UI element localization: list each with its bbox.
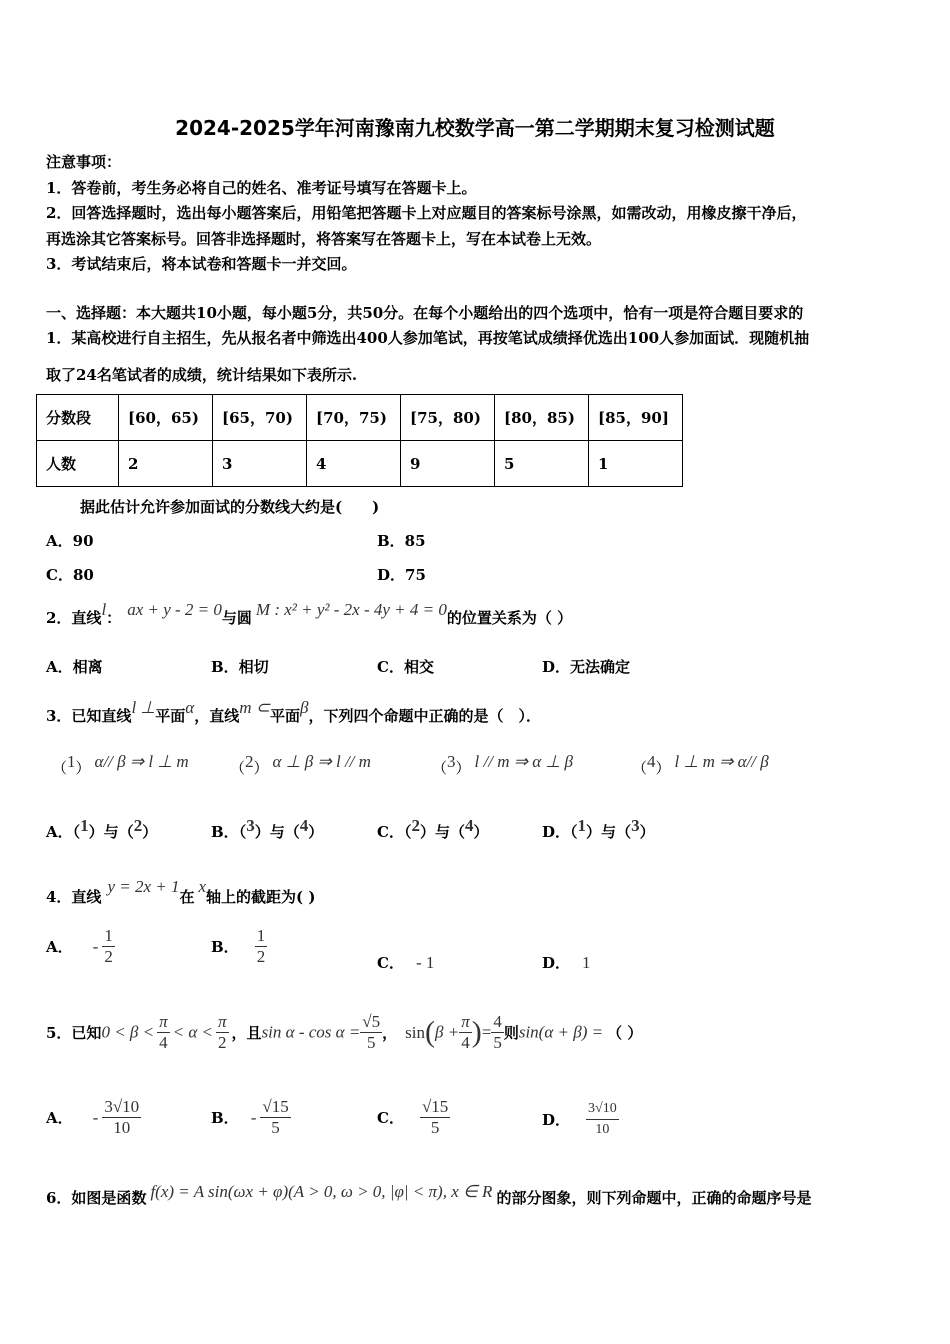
q2-line-name: l <box>101 600 107 619</box>
q1-text-line1: 1．某高校进行自主招生，先从报名者中筛选出400人参加笔试，再按笔试成绩择优选出100人参加面试．现随机抽 <box>46 329 810 347</box>
q6-text: 6．如图是函数 <box>46 1189 147 1207</box>
notice-item: 1．答卷前，考生务必将自己的姓名、准考证号填写在答题卡上。 <box>46 179 477 197</box>
q4-math: x <box>198 877 207 896</box>
q3-text: 平面 <box>155 707 186 725</box>
q3-math: β <box>300 698 309 717</box>
table-cell: 2 <box>119 441 213 487</box>
q2-option-b: B．相切 <box>211 658 269 676</box>
q5-option-a: A． - $\frac{3√10}{10}$ <box>46 1097 140 1137</box>
score-table <box>36 394 683 487</box>
q5-option-c: C． $\frac{√15}{5}$ <box>377 1097 449 1137</box>
q6-text: 的部分图象，则下列命题中，正确的命题序号是 <box>496 1189 812 1207</box>
table-cell: 人数 <box>37 441 119 487</box>
notice-item: 再选涂其它答案标号。回答非选择题时，将答案写在答题卡上，写在本试卷上无效。 <box>46 230 602 248</box>
table-cell: 3 <box>213 441 307 487</box>
q3-text: 3．已知直线 <box>46 707 132 725</box>
notice-item: 2．回答选择题时，选出每小题答案后，用铅笔把答题卡上对应题目的答案标号涂黑，如需改动，用橡皮擦干净后， <box>46 204 807 222</box>
q3-prop-expr: l // m ⇒ α ⊥ β <box>474 752 573 771</box>
q3-math: α <box>185 698 195 717</box>
page-title: 2024-2025学年河南豫南九校数学高一第二学期期末复习检测试题 <box>175 116 775 140</box>
q3-prop-num: 4 <box>647 752 656 771</box>
q3-option-b: B．（3）与（4） <box>211 816 324 841</box>
section-heading: 一、选择题：本大题共10小题，每小题5分，共50分。在每个小题给出的四个选项中，恰有一项是符合题目要求的 <box>46 304 804 322</box>
q2-prefix: 2．直线 <box>46 609 102 627</box>
q2-mid: 与圆 <box>221 609 252 627</box>
q4-text: 在 <box>179 888 195 906</box>
q4-option-a: A． - $\frac{1}{2}$ <box>46 926 113 966</box>
q4-text: 轴上的截距为( ) <box>206 888 316 906</box>
q1-option-a: A．90 <box>46 532 94 550</box>
table-cell: 4 <box>307 441 401 487</box>
q4-text: 4．直线 <box>46 888 102 906</box>
q2-option-d: D．无法确定 <box>542 658 631 676</box>
q3-proposition: （4） l ⊥ m ⇒ α// β <box>632 752 769 777</box>
table-header-cell: [65，70) <box>213 395 307 441</box>
q5-option-b: B． - $\frac{√15}{5}$ <box>211 1097 289 1137</box>
q3-text: 平面 <box>270 707 301 725</box>
q3-option-a: A．（1）与（2） <box>46 816 158 841</box>
q3-math: l ⊥ <box>131 698 156 717</box>
table-row <box>37 441 683 487</box>
q2-suffix: 的位置关系为（ ） <box>446 609 573 627</box>
q1-text-line2: 取了24名笔试者的成绩，统计结果如下表所示. <box>46 366 358 384</box>
q4-option-c: C． - 1 <box>377 953 435 972</box>
table-header-cell: [85，90] <box>589 395 683 441</box>
q3-proposition: （1） α// β ⇒ l ⊥ m <box>52 752 189 777</box>
q2-circle-equation: M : x² + y² - 2x - 4y + 4 = 0 <box>255 600 447 619</box>
q5-stem: 5．已知0 < β < $\frac{\pi}{4}$ < α < $\frac{\pi}{2}$ ，且sin α - cos α = $\frac{√5}{5}$ ， sin(β + $\frac{\pi}{4}$ )= $\frac{4}{5}$ 则sin(α + β) = （ ） <box>46 1012 643 1052</box>
q1-question: 据此估计允许参加面试的分数线大约是( ) <box>80 498 380 516</box>
q3-prop-num: 3 <box>447 752 456 771</box>
q2-colon: ： <box>106 609 122 627</box>
q3-prop-expr: α ⊥ β ⇒ l // m <box>272 752 371 771</box>
q1-option-c: C．80 <box>46 566 94 584</box>
notice-heading: 注意事项： <box>46 153 122 171</box>
q6-function: f(x) = A sin(ωx + φ)(A > 0, ω > 0, |φ| < π), x ∈ R <box>150 1182 493 1201</box>
q3-prop-expr: l ⊥ m ⇒ α// β <box>674 752 769 771</box>
table-row <box>37 395 683 441</box>
q3-prop-num: 1 <box>67 752 76 771</box>
q4-option-d: D． 1 <box>542 953 591 972</box>
q3-text: ，直线 <box>194 707 240 725</box>
table-header-cell: [80，85) <box>495 395 589 441</box>
q2-line-equation: ax + y - 2 = 0 <box>127 600 222 619</box>
table-header-cell: [70，75) <box>307 395 401 441</box>
q3-text: ，下列四个命题中正确的是（ ）． <box>308 707 541 725</box>
table-header-cell: [75，80) <box>401 395 495 441</box>
q2-option-a: A．相离 <box>46 658 103 676</box>
q3-prop-num: 2 <box>245 752 254 771</box>
table-header-cell: [60，65) <box>119 395 213 441</box>
notice-item: 3．考试结束后，将本试卷和答题卡一并交回。 <box>46 255 357 273</box>
table-cell: 1 <box>589 441 683 487</box>
q3-proposition: （3） l // m ⇒ α ⊥ β <box>432 752 573 777</box>
q4-stem <box>46 877 315 907</box>
q3-prop-expr: α// β ⇒ l ⊥ m <box>94 752 189 771</box>
table-cell: 5 <box>495 441 589 487</box>
q6-stem <box>46 1182 811 1208</box>
q3-option-d: D．（1）与（3） <box>542 816 655 841</box>
q3-stem <box>46 698 541 726</box>
table-cell: 9 <box>401 441 495 487</box>
q4-equation: y = 2x + 1 <box>107 877 180 896</box>
q3-math: m ⊂ <box>239 698 270 717</box>
table-header-cell: 分数段 <box>37 395 119 441</box>
q1-option-d: D．75 <box>377 566 426 584</box>
q2-stem <box>46 600 572 628</box>
q1-option-b: B．85 <box>377 532 426 550</box>
q5-option-d: D． $\frac{3√10}{10}$ <box>542 1101 617 1137</box>
q4-option-b: B． $\frac{1}{2}$ <box>211 926 266 966</box>
q3-proposition: （2） α ⊥ β ⇒ l // m <box>230 752 371 777</box>
q3-option-c: C．（2）与（4） <box>377 816 489 841</box>
q2-option-c: C．相交 <box>377 658 434 676</box>
